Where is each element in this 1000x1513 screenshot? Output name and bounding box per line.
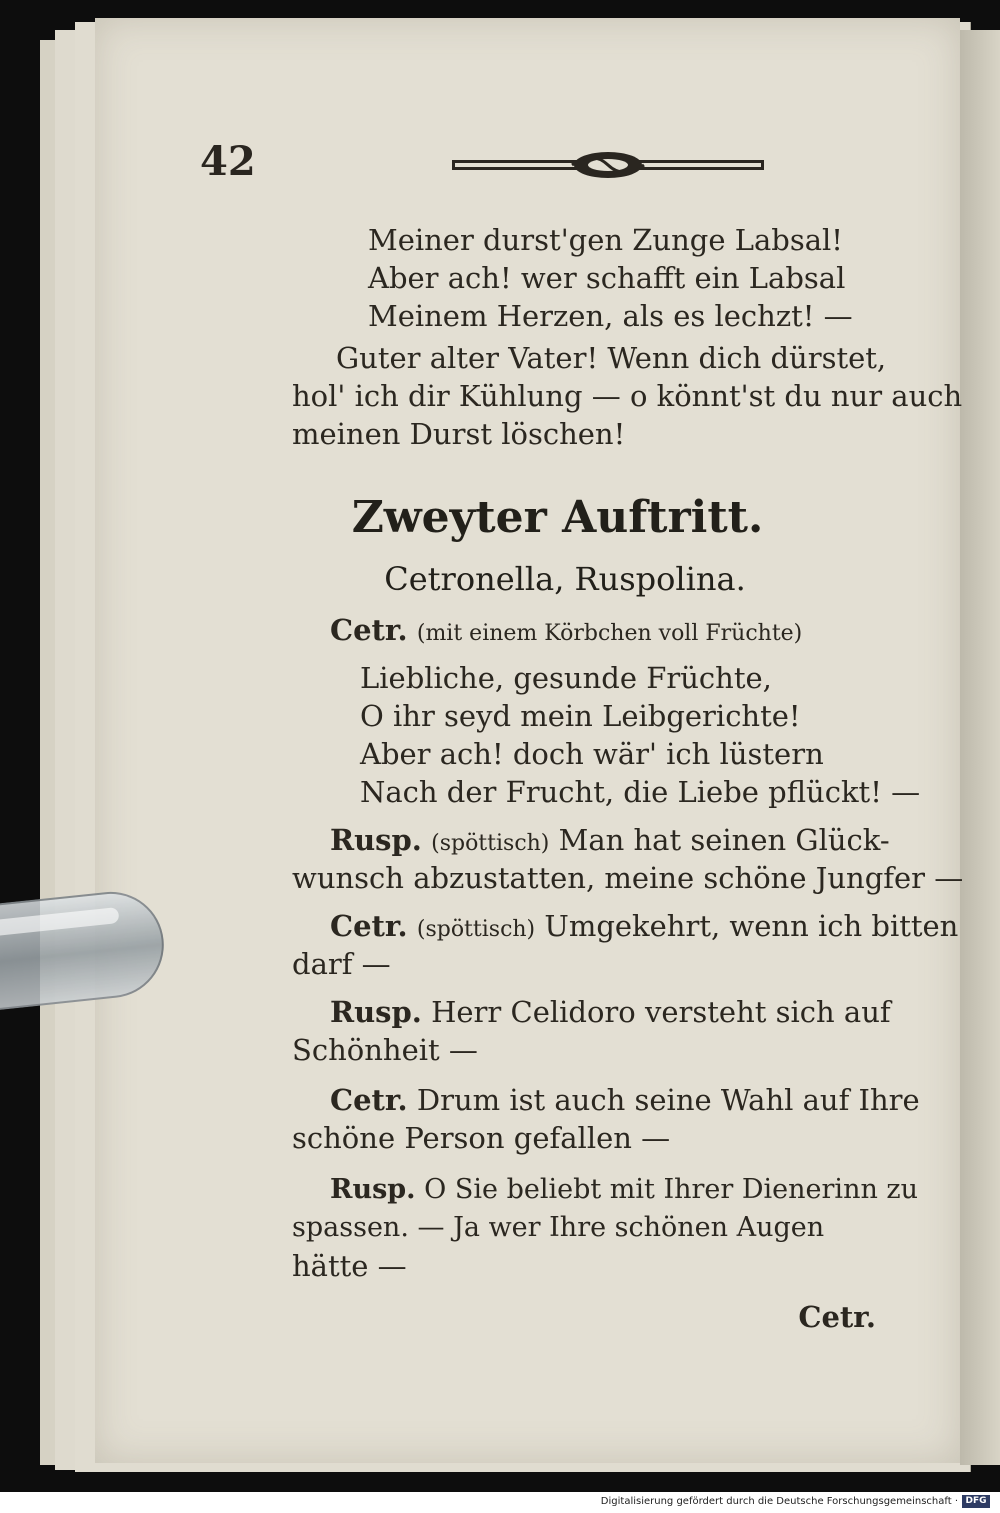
footer-credit: Digitalisierung gefördert durch die Deutsche Forschungsgemeinschaft · — [600, 1496, 958, 1507]
prose-line: Guter alter Vater! Wenn dich dürstet, — [336, 341, 887, 375]
dialogue-line — [330, 1082, 920, 1118]
prose-line: meinen Durst löschen! — [292, 417, 626, 451]
speech-text: Umgekehrt, wenn ich bitten — [544, 909, 959, 943]
page-number: 42 — [200, 138, 256, 185]
dialogue-line — [330, 994, 891, 1030]
dfg-logo: DFG — [962, 1495, 990, 1508]
scene-characters: Cetronella, Ruspolina. — [384, 560, 746, 598]
speech-text: Drum ist auch seine Wahl auf Ihre — [416, 1083, 920, 1117]
verse-line: Meiner durst'gen Zunge Labsal! — [368, 223, 843, 257]
stage-direction: (spöttisch) — [431, 831, 550, 856]
speech-text: spassen. — Ja wer Ihre schönen Augen — [292, 1212, 825, 1243]
stage-direction: (spöttisch) — [416, 917, 536, 942]
speech-text: hätte — — [292, 1249, 407, 1283]
dialogue-line — [330, 822, 890, 862]
speech-text: schöne Person gefallen — — [292, 1121, 671, 1155]
speech-text: O Sie beliebt mit Ihrer Dienerinn zu — [424, 1174, 919, 1205]
dialogue-line — [330, 908, 958, 948]
catchword: Cetr. — [798, 1300, 876, 1334]
speech-header — [330, 612, 802, 652]
speaker-name: Rusp. — [330, 995, 422, 1029]
verse-line: Nach der Frucht, die Liebe pflückt! — — [360, 775, 921, 809]
speaker-name: Cetr. — [330, 613, 408, 647]
prose-line: hol' ich dir Kühlung — o könnt'st du nur auch — [292, 379, 963, 413]
verse-line: Aber ach! doch wär' ich lüstern — [360, 737, 824, 771]
stage-direction: (mit einem Körbchen voll Früchte) — [416, 621, 803, 646]
speech-text: Herr Celidoro versteht sich auf — [431, 995, 891, 1029]
verse-line: Meinem Herzen, als es lechzt! — — [368, 299, 853, 333]
scene-title: Zweyter Auftritt. — [351, 492, 764, 543]
speaker-name: Cetr. — [330, 1083, 408, 1117]
speaker-name: Rusp. — [330, 1174, 416, 1205]
speaker-name: Rusp. — [330, 823, 422, 857]
speaker-name: Cetr. — [330, 909, 408, 943]
dialogue-line — [330, 1172, 918, 1208]
verse-line: Aber ach! wer schafft ein Labsal — [368, 261, 846, 295]
speech-text: Man hat seinen Glück- — [558, 823, 890, 857]
verse-line: Liebliche, gesunde Früchte, — [360, 661, 772, 695]
verse-line: O ihr seyd mein Leibgerichte! — [360, 699, 801, 733]
glass-highlight — [0, 907, 120, 937]
speech-text: darf — — [292, 947, 391, 981]
facing-page-edge — [960, 30, 1000, 1465]
speech-text: wunsch abzustatten, meine schöne Jungfer — — [292, 861, 964, 895]
speech-text: Schönheit — — [292, 1033, 478, 1067]
ornament-rule — [452, 150, 764, 180]
